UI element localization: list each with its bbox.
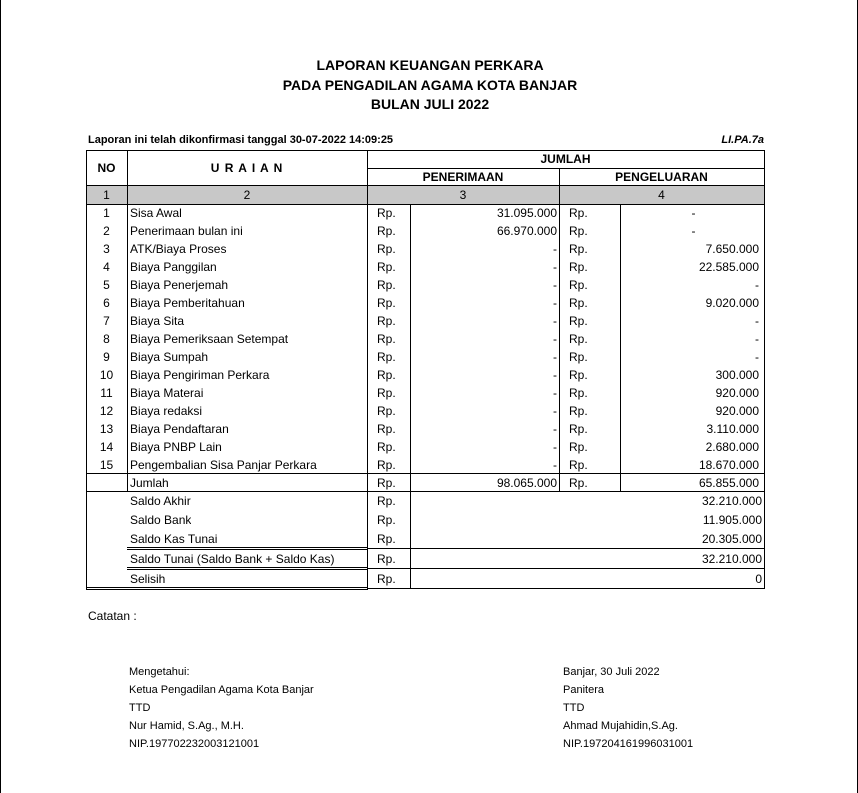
row-description: Biaya Pendaftaran bbox=[130, 422, 229, 436]
row-pengeluaran-currency: Rp. bbox=[569, 458, 588, 472]
row-penerimaan-currency: Rp. bbox=[377, 386, 396, 400]
row-pengeluaran-value: - bbox=[755, 350, 759, 364]
saldo-tunai-currency: Rp. bbox=[377, 552, 396, 566]
row-no: 4 bbox=[103, 260, 110, 274]
rule-label-before-selisih-b bbox=[127, 569, 367, 570]
report-title-line1: LAPORAN KEUANGAN PERKARA bbox=[316, 57, 544, 73]
row-no: 8 bbox=[103, 332, 110, 346]
row-no: 1 bbox=[103, 206, 110, 220]
row-pengeluaran-currency: Rp. bbox=[569, 314, 588, 328]
jumlah-pengeluaran-currency: Rp. bbox=[569, 476, 588, 490]
row-no: 9 bbox=[103, 350, 110, 364]
row-penerimaan-currency: Rp. bbox=[377, 242, 396, 256]
row-no: 10 bbox=[99, 368, 114, 382]
row-description: Sisa Awal bbox=[130, 206, 182, 220]
confirmation-text: Laporan ini telah dikonfirmasi tanggal 30-07-2022 14:09:25 bbox=[88, 134, 394, 146]
row-pengeluaran-currency: Rp. bbox=[569, 260, 588, 274]
saldo-tunai-label: Saldo Tunai (Saldo Bank + Saldo Kas) bbox=[130, 552, 335, 566]
row-penerimaan-value: 66.970.000 bbox=[496, 224, 557, 238]
row-pengeluaran-value: 920.000 bbox=[715, 386, 759, 400]
sig-left-nip: NIP.197702232003121001 bbox=[129, 738, 260, 750]
row-pengeluaran-value: 9.020.000 bbox=[705, 296, 759, 310]
row-penerimaan-currency: Rp. bbox=[377, 440, 396, 454]
rule-top bbox=[86, 150, 765, 151]
row-no: 13 bbox=[99, 422, 114, 436]
row-penerimaan-value: - bbox=[553, 332, 557, 346]
rule-uraian bbox=[367, 150, 368, 590]
row-pengeluaran-value: 7.650.000 bbox=[705, 242, 759, 256]
rule-bottom-labels-a bbox=[86, 587, 367, 588]
row-description: Penerimaan bulan ini bbox=[130, 224, 243, 238]
catatan-label: Catatan : bbox=[88, 609, 137, 623]
rule-no bbox=[127, 150, 128, 491]
row-pengeluaran-currency: Rp. bbox=[569, 332, 588, 346]
rule-label-before-saldo-tunai-b bbox=[127, 549, 367, 550]
selisih-label: Selisih bbox=[130, 572, 166, 586]
row-pengeluaran-currency: Rp. bbox=[569, 224, 588, 238]
row-pengeluaran-value: 300.000 bbox=[715, 368, 759, 382]
row-pengeluaran-value: - bbox=[755, 314, 759, 328]
row-pengeluaran-value: 3.110.000 bbox=[706, 422, 759, 436]
rule-before-saldo-tunai bbox=[367, 548, 765, 549]
rule-right bbox=[764, 150, 765, 589]
row-description: Biaya PNBP Lain bbox=[130, 440, 222, 454]
selisih-value: 0 bbox=[755, 572, 762, 586]
row-description: Biaya Panggilan bbox=[130, 260, 217, 274]
row-penerimaan-value: - bbox=[553, 296, 557, 310]
row-pengeluaran-value: 2.680.000 bbox=[705, 440, 759, 454]
row-no: 15 bbox=[99, 458, 114, 472]
row-penerimaan-currency: Rp. bbox=[377, 296, 396, 310]
row-pengeluaran-currency: Rp. bbox=[569, 296, 588, 310]
row-penerimaan-currency: Rp. bbox=[377, 224, 396, 238]
header-no: NO bbox=[97, 161, 116, 175]
row-pengeluaran-value: 22.585.000 bbox=[698, 260, 759, 274]
sig-left-ttd: TTD bbox=[129, 702, 151, 714]
row-pengeluaran-currency: Rp. bbox=[569, 206, 588, 220]
row-penerimaan-currency: Rp. bbox=[377, 260, 396, 274]
saldo-bank-currency: Rp. bbox=[377, 513, 396, 527]
row-penerimaan-currency: Rp. bbox=[377, 350, 396, 364]
saldo-akhir-value: 32.210.000 bbox=[701, 494, 762, 508]
rule-bottom-labels-b bbox=[86, 589, 367, 590]
row-penerimaan-currency: Rp. bbox=[377, 368, 396, 382]
row-pengeluaran-currency: Rp. bbox=[569, 386, 588, 400]
rule-before-jumlah bbox=[86, 473, 765, 474]
rule-jumlah bbox=[367, 168, 765, 169]
header-pengeluaran: PENGELUARAN bbox=[615, 170, 708, 184]
row-pengeluaran-value: - bbox=[691, 206, 696, 220]
sig-right-nip: NIP.197204161996031001 bbox=[563, 738, 694, 750]
sig-right-date: Banjar, 30 Juli 2022 bbox=[563, 666, 660, 678]
header-jumlah: JUMLAH bbox=[540, 152, 591, 166]
row-description: Biaya Sita bbox=[130, 314, 185, 328]
row-no: 12 bbox=[99, 404, 114, 418]
row-penerimaan-value: - bbox=[553, 422, 557, 436]
header-uraian: U R A I A N bbox=[210, 161, 284, 175]
report-title-line2: PADA PENGADILAN AGAMA KOTA BANJAR bbox=[282, 77, 578, 93]
row-no: 5 bbox=[103, 278, 110, 292]
saldo-akhir-label: Saldo Akhir bbox=[130, 494, 191, 508]
row-pengeluaran-currency: Rp. bbox=[569, 404, 588, 418]
sig-left-position: Ketua Pengadilan Agama Kota Banjar bbox=[129, 684, 314, 696]
row-description: Biaya Pemberitahuan bbox=[130, 296, 245, 310]
row-pengeluaran-value: - bbox=[755, 278, 759, 292]
row-pengeluaran-currency: Rp. bbox=[569, 368, 588, 382]
row-pengeluaran-value: 920.000 bbox=[715, 404, 759, 418]
rule-penerimaan-rp bbox=[410, 204, 411, 589]
row-penerimaan-currency: Rp. bbox=[377, 458, 396, 472]
row-penerimaan-currency: Rp. bbox=[377, 422, 396, 436]
saldo-tunai-value: 32.210.000 bbox=[701, 552, 762, 566]
row-penerimaan-value: - bbox=[553, 458, 557, 472]
row-description: Pengembalian Sisa Panjar Perkara bbox=[130, 458, 317, 472]
row-penerimaan-currency: Rp. bbox=[377, 332, 396, 346]
row-penerimaan-value: - bbox=[553, 350, 557, 364]
row-pengeluaran-currency: Rp. bbox=[569, 422, 588, 436]
row-no: 14 bbox=[99, 440, 114, 454]
selisih-currency: Rp. bbox=[377, 572, 396, 586]
row-penerimaan-value: - bbox=[553, 386, 557, 400]
row-description: Biaya Penerjemah bbox=[130, 278, 229, 292]
row-description: Biaya Sumpah bbox=[130, 350, 209, 364]
row-description: ATK/Biaya Proses bbox=[130, 242, 227, 256]
row-penerimaan-value: - bbox=[553, 242, 557, 256]
row-description: Biaya redaksi bbox=[130, 404, 203, 418]
row-no: 2 bbox=[103, 224, 110, 238]
row-pengeluaran-currency: Rp. bbox=[569, 350, 588, 364]
row-penerimaan-value: - bbox=[553, 404, 557, 418]
saldo-bank-value: 11.905.000 bbox=[702, 513, 762, 527]
row-penerimaan-currency: Rp. bbox=[377, 206, 396, 220]
rule-bottom-values bbox=[367, 588, 765, 589]
column-number-1: 1 bbox=[103, 188, 110, 202]
rule-after-jumlah bbox=[86, 491, 765, 492]
row-penerimaan-currency: Rp. bbox=[377, 278, 396, 292]
row-pengeluaran-currency: Rp. bbox=[569, 242, 588, 256]
rule-pengeluaran-rp bbox=[620, 204, 621, 492]
column-number-3: 3 bbox=[459, 188, 467, 202]
row-pengeluaran-value: - bbox=[755, 332, 759, 346]
row-pengeluaran-currency: Rp. bbox=[569, 278, 588, 292]
sig-right-ttd: TTD bbox=[563, 702, 585, 714]
row-penerimaan-value: - bbox=[553, 368, 557, 382]
row-penerimaan-currency: Rp. bbox=[377, 404, 396, 418]
row-description: Biaya Materai bbox=[130, 386, 204, 400]
row-pengeluaran-currency: Rp. bbox=[569, 440, 588, 454]
form-code: LI.PA.7a bbox=[721, 134, 764, 146]
row-no: 6 bbox=[103, 296, 110, 310]
rule-label-before-saldo-tunai-a bbox=[127, 547, 367, 548]
rule-before-selisih bbox=[367, 568, 765, 569]
saldo-akhir-currency: Rp. bbox=[377, 494, 396, 508]
jumlah-penerimaan-currency: Rp. bbox=[377, 476, 396, 490]
rule-header-bottom bbox=[86, 185, 765, 186]
jumlah-penerimaan-value: 98.065.000 bbox=[496, 476, 557, 490]
row-penerimaan-value: - bbox=[553, 440, 557, 454]
sig-left-name: Nur Hamid, S.Ag., M.H. bbox=[129, 720, 244, 732]
row-no: 3 bbox=[103, 242, 110, 256]
saldo-kas-currency: Rp. bbox=[377, 532, 396, 546]
row-penerimaan-value: - bbox=[553, 260, 557, 274]
row-no: 11 bbox=[100, 386, 113, 400]
row-pengeluaran-value: 18.670.000 bbox=[698, 458, 759, 472]
row-description: Biaya Pemeriksaan Setempat bbox=[130, 332, 289, 346]
sig-left-mengetahui: Mengetahui: bbox=[129, 666, 190, 678]
sig-right-name: Ahmad Mujahidin,S.Ag. bbox=[563, 720, 678, 732]
row-penerimaan-value: - bbox=[553, 314, 557, 328]
saldo-kas-label: Saldo Kas Tunai bbox=[130, 532, 218, 546]
jumlah-label: Jumlah bbox=[130, 476, 169, 490]
jumlah-pengeluaran-value: 65.855.000 bbox=[698, 476, 759, 490]
rule-band-bottom bbox=[86, 204, 765, 205]
column-number-4: 4 bbox=[658, 188, 665, 202]
sig-right-position: Panitera bbox=[563, 684, 604, 696]
header-penerimaan: PENERIMAAN bbox=[422, 170, 504, 184]
rule-penerimaan bbox=[559, 168, 560, 492]
row-penerimaan-value: - bbox=[553, 278, 557, 292]
report-title-line3: BULAN JULI 2022 bbox=[370, 96, 490, 112]
saldo-kas-value: 20.305.000 bbox=[701, 532, 762, 546]
row-penerimaan-value: 31.095.000 bbox=[496, 206, 557, 220]
rule-left bbox=[86, 150, 87, 590]
row-pengeluaran-value: - bbox=[691, 224, 696, 238]
rule-label-before-selisih-a bbox=[127, 567, 367, 568]
row-penerimaan-currency: Rp. bbox=[377, 314, 396, 328]
column-number-2: 2 bbox=[243, 188, 251, 202]
saldo-bank-label: Saldo Bank bbox=[130, 513, 192, 527]
row-no: 7 bbox=[103, 314, 110, 328]
row-description: Biaya Pengiriman Perkara bbox=[130, 368, 270, 382]
